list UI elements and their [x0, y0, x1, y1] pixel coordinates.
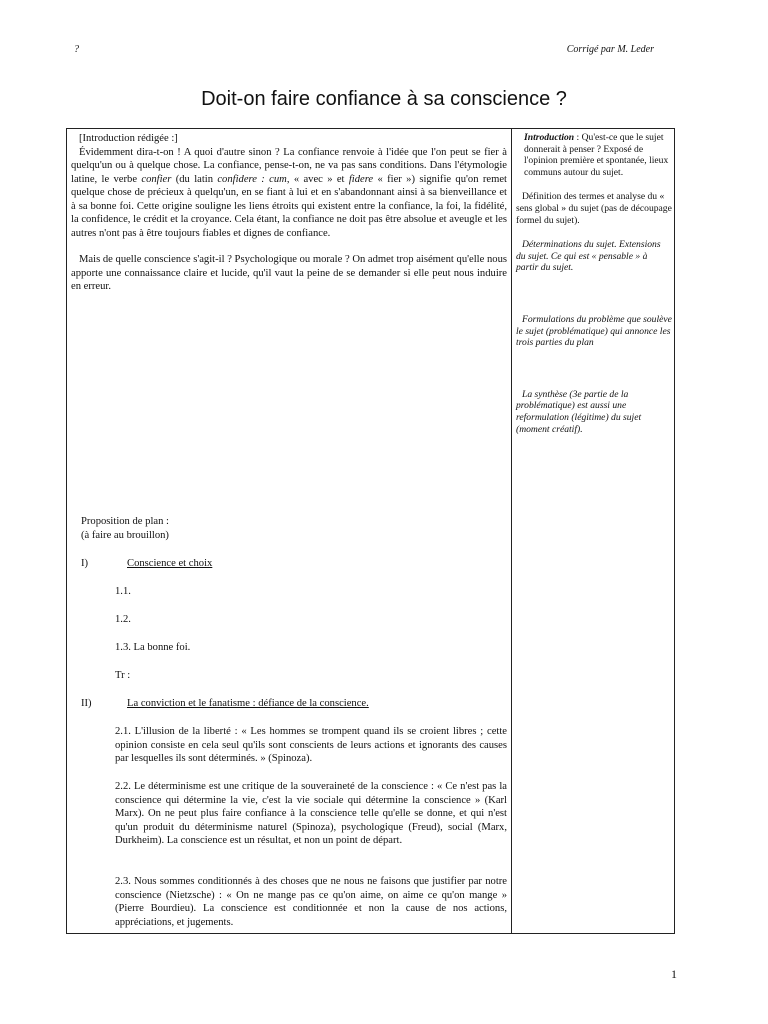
part-2-number: II) [81, 698, 92, 709]
header-left: ? [74, 44, 79, 55]
page-title: Doit-on faire confiance à sa conscience ? [201, 88, 567, 110]
intro-tag: [Introduction rédigée :] [79, 133, 178, 144]
note-introduction: Introduction : Qu'est-ce que le sujet donnerait à penser ? Exposé de l'opinion première et spontanée, lieux communs autour du sujet. [524, 132, 669, 178]
header-author: Corrigé par M. Leder [566, 44, 654, 55]
section-2-2: 2.2. Le déterminisme est une critique de la souveraineté de la conscience : « Ce n'est pas la conscience qui détermine la vie, c'est la vie sociale qui détermine la conscience » (Karl Marx). On ne peut plus faire confiance à la conscience telle qu'elle se donne, et qui n'est qu'un produit du déterminisme naturel (Spinoza), psychologique (Freud), social (Marx, Durkheim). La conscience est un résultat, et non un point de départ. [115, 781, 507, 846]
correction-table [66, 128, 675, 934]
page-number: 1 [671, 967, 677, 981]
note-synthese: La synthèse (3e partie de la problématique) est aussi une reformulation (légitime) du sujet (moment créatif). [516, 388, 642, 435]
column-divider [511, 129, 512, 933]
intro-paragraph-1: Évidemment dira-t-on ! A quoi d'autre sinon ? La confiance renvoie à l'idée que l'on peut se fier à quelqu'un ou à quelque chose. La confiance, pense-t-on, ne va pas sans conditions. Dans l'étymologie latine, le verbe confier (du latin confidere : cum, « avec » et fidere « fier ») signifie qu'on remet quelque chose de précieux à quelqu'un, en se fiant à lui et en s'abandonnant ainsi à sa bienveillance et à sa bonne foi. Cette origine souligne les liens étroits qui existent entre la confiance, la foi, la fidélité, la confidence, le crédit et la croyance. Cela étant, la confiance ne doit pas être absolue et aveugle et les autres n'ont pas à être toujours fiables et dignes de confiance. [71, 146, 507, 239]
part-1-title: Conscience et choix [127, 558, 213, 569]
part-1-number: I) [81, 558, 89, 569]
transition: Tr : [115, 670, 131, 681]
right-column [516, 132, 672, 435]
plan-heading: Proposition de plan : [81, 516, 169, 527]
section-1-3: 1.3. La bonne foi. [115, 642, 191, 653]
note-determinations: Déterminations du sujet. Extensions du sujet. Ce qui est « pensable » à partir du sujet. [516, 239, 661, 274]
section-1-2: 1.2. [115, 614, 131, 625]
part-2-title: La conviction et le fanatisme : défiance de la conscience. [127, 698, 369, 709]
plan-note: (à faire au brouillon) [81, 530, 169, 541]
note-definition: Définition des termes et analyse du « sens global » du sujet (pas de découpage formel du sujet). [516, 191, 672, 226]
intro-paragraph-2: Mais de quelle conscience s'agit-il ? Psychologique ou morale ? On admet trop aisément qu'elle nous apporte une connaissance claire et lucide, qu'il vaut la peine de se demander si elle peut nous induire en erreur. [71, 254, 507, 292]
section-2-3: 2.3. Nous sommes conditionnés à des choses que ne nous ne faisons que justifier par notre conscience (Nietzsche) : « On ne mange pas ce qu'on aime, on aime ce qu'on mange » (Pierre Bourdieu). La conscience est conditionnée et non la cause de nos actions, appréciations, et jugements. [115, 876, 507, 928]
section-1-1: 1.1. [115, 586, 131, 597]
section-2-1: 2.1. L'illusion de la liberté : « Les hommes se trompent quand ils se croient libres ; cette opinion consiste en cela seul qu'ils sont conscients de leurs actions et ignorants des causes par lesquelles ils sont déterminés. » (Spinoza). [115, 726, 507, 764]
note-formulations: Formulations du problème que soulève le sujet (problématique) qui annonce les trois parties du plan [516, 313, 672, 349]
left-column [71, 132, 507, 294]
